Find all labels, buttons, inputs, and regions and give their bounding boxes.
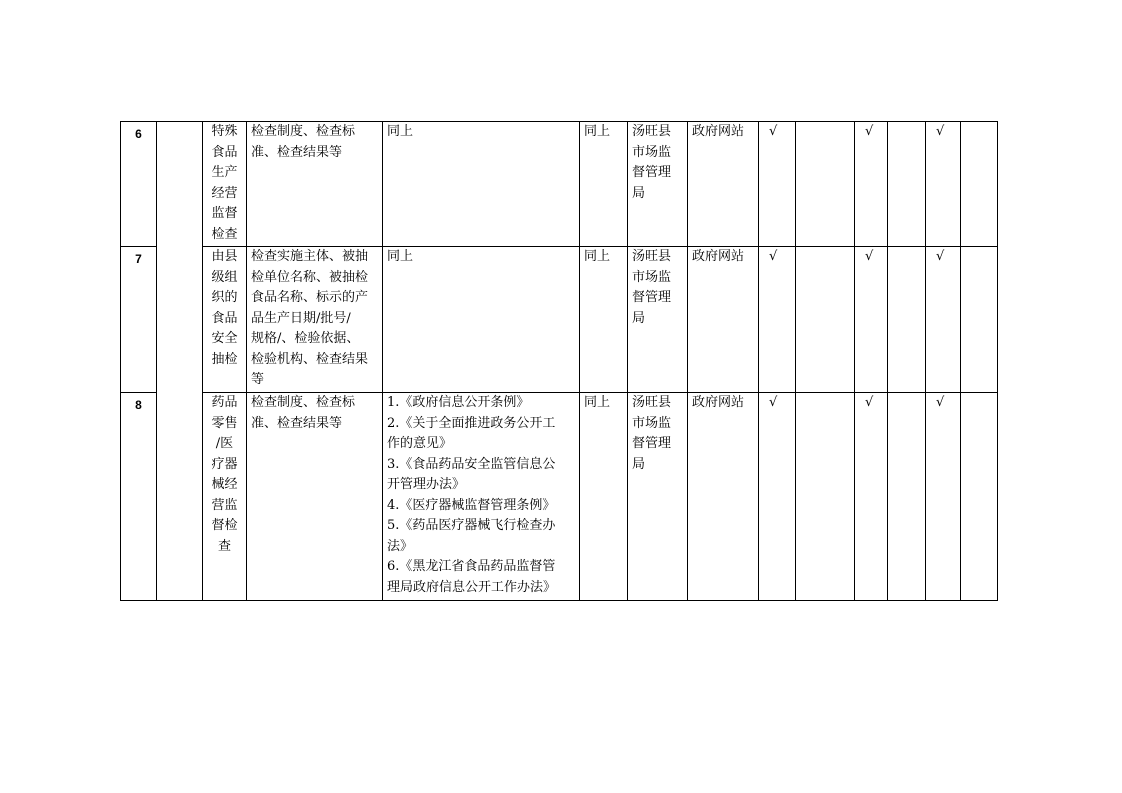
row-index: 8 xyxy=(121,393,157,601)
basis-line: 同上 xyxy=(387,124,414,139)
row-index: 6 xyxy=(121,122,157,247)
table-row xyxy=(121,122,998,247)
disclosure-subject: 汤旺县 市场监 督管理 局 xyxy=(628,122,688,247)
table-body xyxy=(121,122,998,601)
disclosure-basis xyxy=(383,122,580,247)
basis-line: 6.《黑龙江省食品药品监督管 理局政府信息公开工作办法》 xyxy=(387,559,557,595)
basis-line: 5.《药品医疗器械飞行检查办 法》 xyxy=(387,518,556,554)
item-name: 药品 零售 /医 疗器 械经 营监 督检 查 xyxy=(203,393,247,601)
check-mark xyxy=(888,122,926,247)
check-mark xyxy=(888,393,926,601)
check-mark: √ xyxy=(759,393,796,601)
disclosure-subject: 汤旺县 市场监 督管理 局 xyxy=(628,393,688,601)
check-mark: √ xyxy=(855,247,888,393)
disclosure-channel: 政府网站 xyxy=(688,393,759,601)
check-mark: √ xyxy=(926,247,961,393)
disclosure-timeline: 同上 xyxy=(580,393,628,601)
basis-line: 1.《政府信息公开条例》 xyxy=(387,395,530,410)
disclosure-content: 检查实施主体、被抽 检单位名称、被抽检 食品名称、标示的产 品生产日期/批号/ 规格/、检验依据、 检验机构、检查结果 等 xyxy=(247,247,383,393)
item-name: 由县 级组 织的 食品 安全 抽检 xyxy=(203,247,247,393)
disclosure-timeline: 同上 xyxy=(580,247,628,393)
disclosure-basis xyxy=(383,393,580,601)
check-mark xyxy=(796,122,855,247)
table-row xyxy=(121,247,998,393)
check-mark: √ xyxy=(855,393,888,601)
disclosure-timeline: 同上 xyxy=(580,122,628,247)
disclosure-content: 检查制度、检查标 准、检查结果等 xyxy=(247,393,383,601)
disclosure-channel: 政府网站 xyxy=(688,122,759,247)
disclosure-subject: 汤旺县 市场监 督管理 局 xyxy=(628,247,688,393)
check-mark: √ xyxy=(759,247,796,393)
disclosure-basis xyxy=(383,247,580,393)
check-mark xyxy=(961,122,998,247)
check-mark xyxy=(961,393,998,601)
disclosure-channel: 政府网站 xyxy=(688,247,759,393)
disclosure-content: 检查制度、检查标 准、检查结果等 xyxy=(247,122,383,247)
basis-line: 3.《食品药品安全监管信息公 开管理办法》 xyxy=(387,456,556,492)
check-mark xyxy=(796,393,855,601)
basis-line: 4.《医疗器械监督管理条例》 xyxy=(387,497,556,513)
check-mark xyxy=(961,247,998,393)
check-mark xyxy=(888,247,926,393)
row-index: 7 xyxy=(121,247,157,393)
check-mark: √ xyxy=(926,122,961,247)
basis-line: 2.《关于全面推进政务公开工 作的意见》 xyxy=(387,415,556,451)
table-row xyxy=(121,393,998,601)
category-cell xyxy=(157,122,203,601)
basis-line: 同上 xyxy=(387,249,414,264)
check-mark: √ xyxy=(759,122,796,247)
check-mark xyxy=(796,247,855,393)
check-mark: √ xyxy=(926,393,961,601)
check-mark: √ xyxy=(855,122,888,247)
item-name: 特殊 食品 生产 经营 监督 检查 xyxy=(203,122,247,247)
disclosure-table xyxy=(120,121,998,601)
